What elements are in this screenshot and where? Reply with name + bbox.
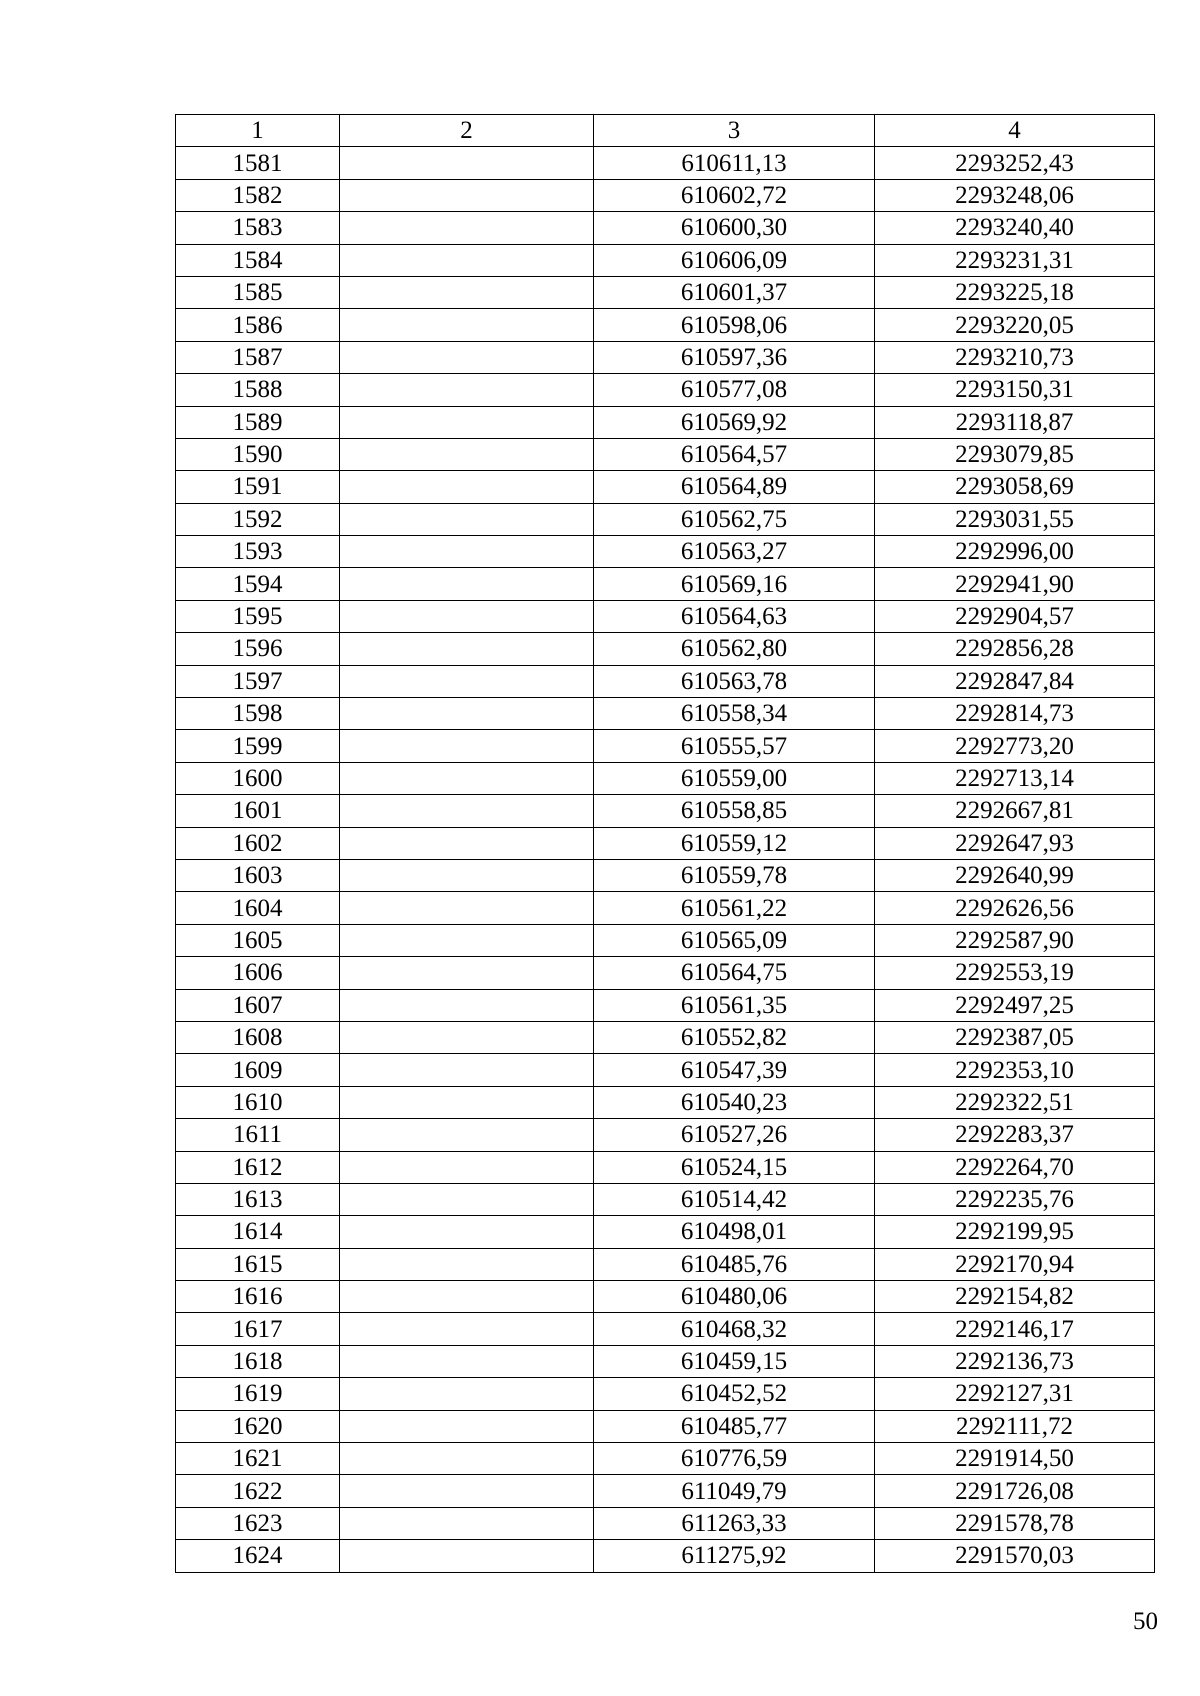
blank-cell [340,276,594,308]
table-row [176,827,1155,859]
blank-cell [340,892,594,924]
x-coordinate-cell: 610547,39 [594,1054,875,1086]
blank-cell [340,665,594,697]
blank-cell [340,244,594,276]
x-coordinate-cell: 610602,72 [594,179,875,211]
y-coordinate-cell: 2293225,18 [875,276,1155,308]
x-coordinate-cell: 610562,75 [594,503,875,535]
table-row [176,309,1155,341]
table-row [176,503,1155,535]
x-coordinate-cell: 610564,57 [594,438,875,470]
x-coordinate-cell: 610601,37 [594,276,875,308]
table-row [176,1183,1155,1215]
blank-cell [340,795,594,827]
point-number-cell: 1591 [176,471,340,503]
point-number-cell: 1582 [176,179,340,211]
point-number-cell: 1616 [176,1281,340,1313]
table-row [176,1248,1155,1280]
y-coordinate-cell: 2292713,14 [875,762,1155,794]
point-number-cell: 1604 [176,892,340,924]
x-coordinate-cell: 611263,33 [594,1507,875,1539]
coordinates-table [175,114,1155,1573]
column-header-1: 1 [176,115,340,147]
point-number-cell: 1588 [176,374,340,406]
point-number-cell: 1592 [176,503,340,535]
y-coordinate-cell: 2292127,31 [875,1378,1155,1410]
table-row [176,568,1155,600]
blank-cell [340,698,594,730]
y-coordinate-cell: 2293252,43 [875,147,1155,179]
blank-cell [340,1248,594,1280]
point-number-cell: 1612 [176,1151,340,1183]
table-row [176,147,1155,179]
table-row [176,244,1155,276]
y-coordinate-cell: 2292941,90 [875,568,1155,600]
table-row [176,600,1155,632]
x-coordinate-cell: 610559,12 [594,827,875,859]
table-row [176,276,1155,308]
y-coordinate-cell: 2292136,73 [875,1345,1155,1377]
table-row [176,633,1155,665]
blank-cell [340,827,594,859]
table-row [176,698,1155,730]
x-coordinate-cell: 610468,32 [594,1313,875,1345]
table-row [176,471,1155,503]
x-coordinate-cell: 611049,79 [594,1475,875,1507]
point-number-cell: 1618 [176,1345,340,1377]
y-coordinate-cell: 2291914,50 [875,1443,1155,1475]
point-number-cell: 1623 [176,1507,340,1539]
x-coordinate-cell: 610564,63 [594,600,875,632]
table-row [176,406,1155,438]
y-coordinate-cell: 2292996,00 [875,536,1155,568]
x-coordinate-cell: 610559,78 [594,859,875,891]
blank-cell [340,1183,594,1215]
y-coordinate-cell: 2292322,51 [875,1086,1155,1118]
x-coordinate-cell: 610559,00 [594,762,875,794]
x-coordinate-cell: 610563,78 [594,665,875,697]
blank-cell [340,989,594,1021]
point-number-cell: 1599 [176,730,340,762]
table-row [176,1151,1155,1183]
blank-cell [340,471,594,503]
point-number-cell: 1617 [176,1313,340,1345]
y-coordinate-cell: 2292111,72 [875,1410,1155,1442]
point-number-cell: 1598 [176,698,340,730]
y-coordinate-cell: 2293118,87 [875,406,1155,438]
y-coordinate-cell: 2293031,55 [875,503,1155,535]
table-row [176,1054,1155,1086]
y-coordinate-cell: 2292146,17 [875,1313,1155,1345]
blank-cell [340,1119,594,1151]
y-coordinate-cell: 2292667,81 [875,795,1155,827]
blank-cell [340,568,594,600]
table-row [176,1216,1155,1248]
point-number-cell: 1615 [176,1248,340,1280]
point-number-cell: 1613 [176,1183,340,1215]
table-row [176,179,1155,211]
y-coordinate-cell: 2291726,08 [875,1475,1155,1507]
y-coordinate-cell: 2292235,76 [875,1183,1155,1215]
table-row [176,341,1155,373]
x-coordinate-cell: 610452,52 [594,1378,875,1410]
x-coordinate-cell: 610485,76 [594,1248,875,1280]
page-number: 50 [1133,1608,1158,1635]
blank-cell [340,212,594,244]
x-coordinate-cell: 610527,26 [594,1119,875,1151]
y-coordinate-cell: 2293079,85 [875,438,1155,470]
blank-cell [340,1151,594,1183]
table-row [176,730,1155,762]
point-number-cell: 1581 [176,147,340,179]
x-coordinate-cell: 610569,92 [594,406,875,438]
y-coordinate-cell: 2293240,40 [875,212,1155,244]
header-row [176,115,1155,147]
x-coordinate-cell: 611275,92 [594,1540,875,1572]
point-number-cell: 1620 [176,1410,340,1442]
point-number-cell: 1619 [176,1378,340,1410]
blank-cell [340,1443,594,1475]
table-row [176,1086,1155,1118]
blank-cell [340,503,594,535]
point-number-cell: 1601 [176,795,340,827]
blank-cell [340,1021,594,1053]
blank-cell [340,1540,594,1572]
blank-cell [340,633,594,665]
column-header-2: 2 [340,115,594,147]
point-number-cell: 1593 [176,536,340,568]
x-coordinate-cell: 610569,16 [594,568,875,600]
table-row [176,1345,1155,1377]
x-coordinate-cell: 610524,15 [594,1151,875,1183]
x-coordinate-cell: 610776,59 [594,1443,875,1475]
x-coordinate-cell: 610561,22 [594,892,875,924]
x-coordinate-cell: 610561,35 [594,989,875,1021]
y-coordinate-cell: 2292856,28 [875,633,1155,665]
x-coordinate-cell: 610565,09 [594,924,875,956]
y-coordinate-cell: 2293058,69 [875,471,1155,503]
blank-cell [340,147,594,179]
blank-cell [340,179,594,211]
table-row [176,1021,1155,1053]
point-number-cell: 1594 [176,568,340,600]
point-number-cell: 1595 [176,600,340,632]
x-coordinate-cell: 610611,13 [594,147,875,179]
point-number-cell: 1622 [176,1475,340,1507]
blank-cell [340,957,594,989]
y-coordinate-cell: 2293150,31 [875,374,1155,406]
blank-cell [340,1507,594,1539]
x-coordinate-cell: 610597,36 [594,341,875,373]
x-coordinate-cell: 610600,30 [594,212,875,244]
y-coordinate-cell: 2292283,37 [875,1119,1155,1151]
y-coordinate-cell: 2292387,05 [875,1021,1155,1053]
blank-cell [340,1216,594,1248]
blank-cell [340,536,594,568]
point-number-cell: 1586 [176,309,340,341]
point-number-cell: 1624 [176,1540,340,1572]
x-coordinate-cell: 610480,06 [594,1281,875,1313]
point-number-cell: 1584 [176,244,340,276]
table-row [176,762,1155,794]
point-number-cell: 1621 [176,1443,340,1475]
table-row [176,892,1155,924]
table-row [176,665,1155,697]
x-coordinate-cell: 610514,42 [594,1183,875,1215]
y-coordinate-cell: 2292553,19 [875,957,1155,989]
y-coordinate-cell: 2292154,82 [875,1281,1155,1313]
x-coordinate-cell: 610563,27 [594,536,875,568]
blank-cell [340,1378,594,1410]
blank-cell [340,1281,594,1313]
y-coordinate-cell: 2292353,10 [875,1054,1155,1086]
table-row [176,536,1155,568]
point-number-cell: 1589 [176,406,340,438]
point-number-cell: 1600 [176,762,340,794]
y-coordinate-cell: 2292814,73 [875,698,1155,730]
y-coordinate-cell: 2293248,06 [875,179,1155,211]
blank-cell [340,1345,594,1377]
table-row [176,795,1155,827]
blank-cell [340,730,594,762]
point-number-cell: 1609 [176,1054,340,1086]
point-number-cell: 1603 [176,859,340,891]
table-row [176,924,1155,956]
table-row [176,989,1155,1021]
y-coordinate-cell: 2292587,90 [875,924,1155,956]
x-coordinate-cell: 610564,89 [594,471,875,503]
x-coordinate-cell: 610459,15 [594,1345,875,1377]
blank-cell [340,309,594,341]
y-coordinate-cell: 2291570,03 [875,1540,1155,1572]
point-number-cell: 1590 [176,438,340,470]
blank-cell [340,762,594,794]
x-coordinate-cell: 610606,09 [594,244,875,276]
blank-cell [340,438,594,470]
point-number-cell: 1605 [176,924,340,956]
blank-cell [340,1313,594,1345]
x-coordinate-cell: 610598,06 [594,309,875,341]
table-row [176,1475,1155,1507]
table-row [176,1443,1155,1475]
table-row [176,859,1155,891]
point-number-cell: 1611 [176,1119,340,1151]
y-coordinate-cell: 2293220,05 [875,309,1155,341]
blank-cell [340,924,594,956]
y-coordinate-cell: 2293231,31 [875,244,1155,276]
table-row [176,1540,1155,1572]
x-coordinate-cell: 610540,23 [594,1086,875,1118]
y-coordinate-cell: 2292170,94 [875,1248,1155,1280]
point-number-cell: 1583 [176,212,340,244]
point-number-cell: 1610 [176,1086,340,1118]
y-coordinate-cell: 2292904,57 [875,600,1155,632]
table-header [176,115,1155,147]
table-row [176,438,1155,470]
point-number-cell: 1606 [176,957,340,989]
blank-cell [340,1475,594,1507]
blank-cell [340,374,594,406]
blank-cell [340,1086,594,1118]
y-coordinate-cell: 2292264,70 [875,1151,1155,1183]
blank-cell [340,341,594,373]
blank-cell [340,1410,594,1442]
table-row [176,1119,1155,1151]
point-number-cell: 1614 [176,1216,340,1248]
column-header-3: 3 [594,115,875,147]
y-coordinate-cell: 2292497,25 [875,989,1155,1021]
y-coordinate-cell: 2292640,99 [875,859,1155,891]
table-row [176,1281,1155,1313]
x-coordinate-cell: 610555,57 [594,730,875,762]
x-coordinate-cell: 610558,34 [594,698,875,730]
x-coordinate-cell: 610552,82 [594,1021,875,1053]
blank-cell [340,859,594,891]
y-coordinate-cell: 2292647,93 [875,827,1155,859]
x-coordinate-cell: 610577,08 [594,374,875,406]
y-coordinate-cell: 2293210,73 [875,341,1155,373]
table-row [176,212,1155,244]
point-number-cell: 1597 [176,665,340,697]
y-coordinate-cell: 2291578,78 [875,1507,1155,1539]
blank-cell [340,406,594,438]
y-coordinate-cell: 2292626,56 [875,892,1155,924]
y-coordinate-cell: 2292199,95 [875,1216,1155,1248]
point-number-cell: 1596 [176,633,340,665]
point-number-cell: 1585 [176,276,340,308]
table-row [176,1507,1155,1539]
table-body [176,147,1155,1572]
table-row [176,1313,1155,1345]
point-number-cell: 1608 [176,1021,340,1053]
x-coordinate-cell: 610562,80 [594,633,875,665]
y-coordinate-cell: 2292847,84 [875,665,1155,697]
point-number-cell: 1587 [176,341,340,373]
x-coordinate-cell: 610564,75 [594,957,875,989]
x-coordinate-cell: 610485,77 [594,1410,875,1442]
point-number-cell: 1607 [176,989,340,1021]
blank-cell [340,600,594,632]
x-coordinate-cell: 610498,01 [594,1216,875,1248]
point-number-cell: 1602 [176,827,340,859]
table-row [176,1378,1155,1410]
blank-cell [340,1054,594,1086]
table-row [176,1410,1155,1442]
table-row [176,374,1155,406]
table-row [176,957,1155,989]
column-header-4: 4 [875,115,1155,147]
y-coordinate-cell: 2292773,20 [875,730,1155,762]
x-coordinate-cell: 610558,85 [594,795,875,827]
